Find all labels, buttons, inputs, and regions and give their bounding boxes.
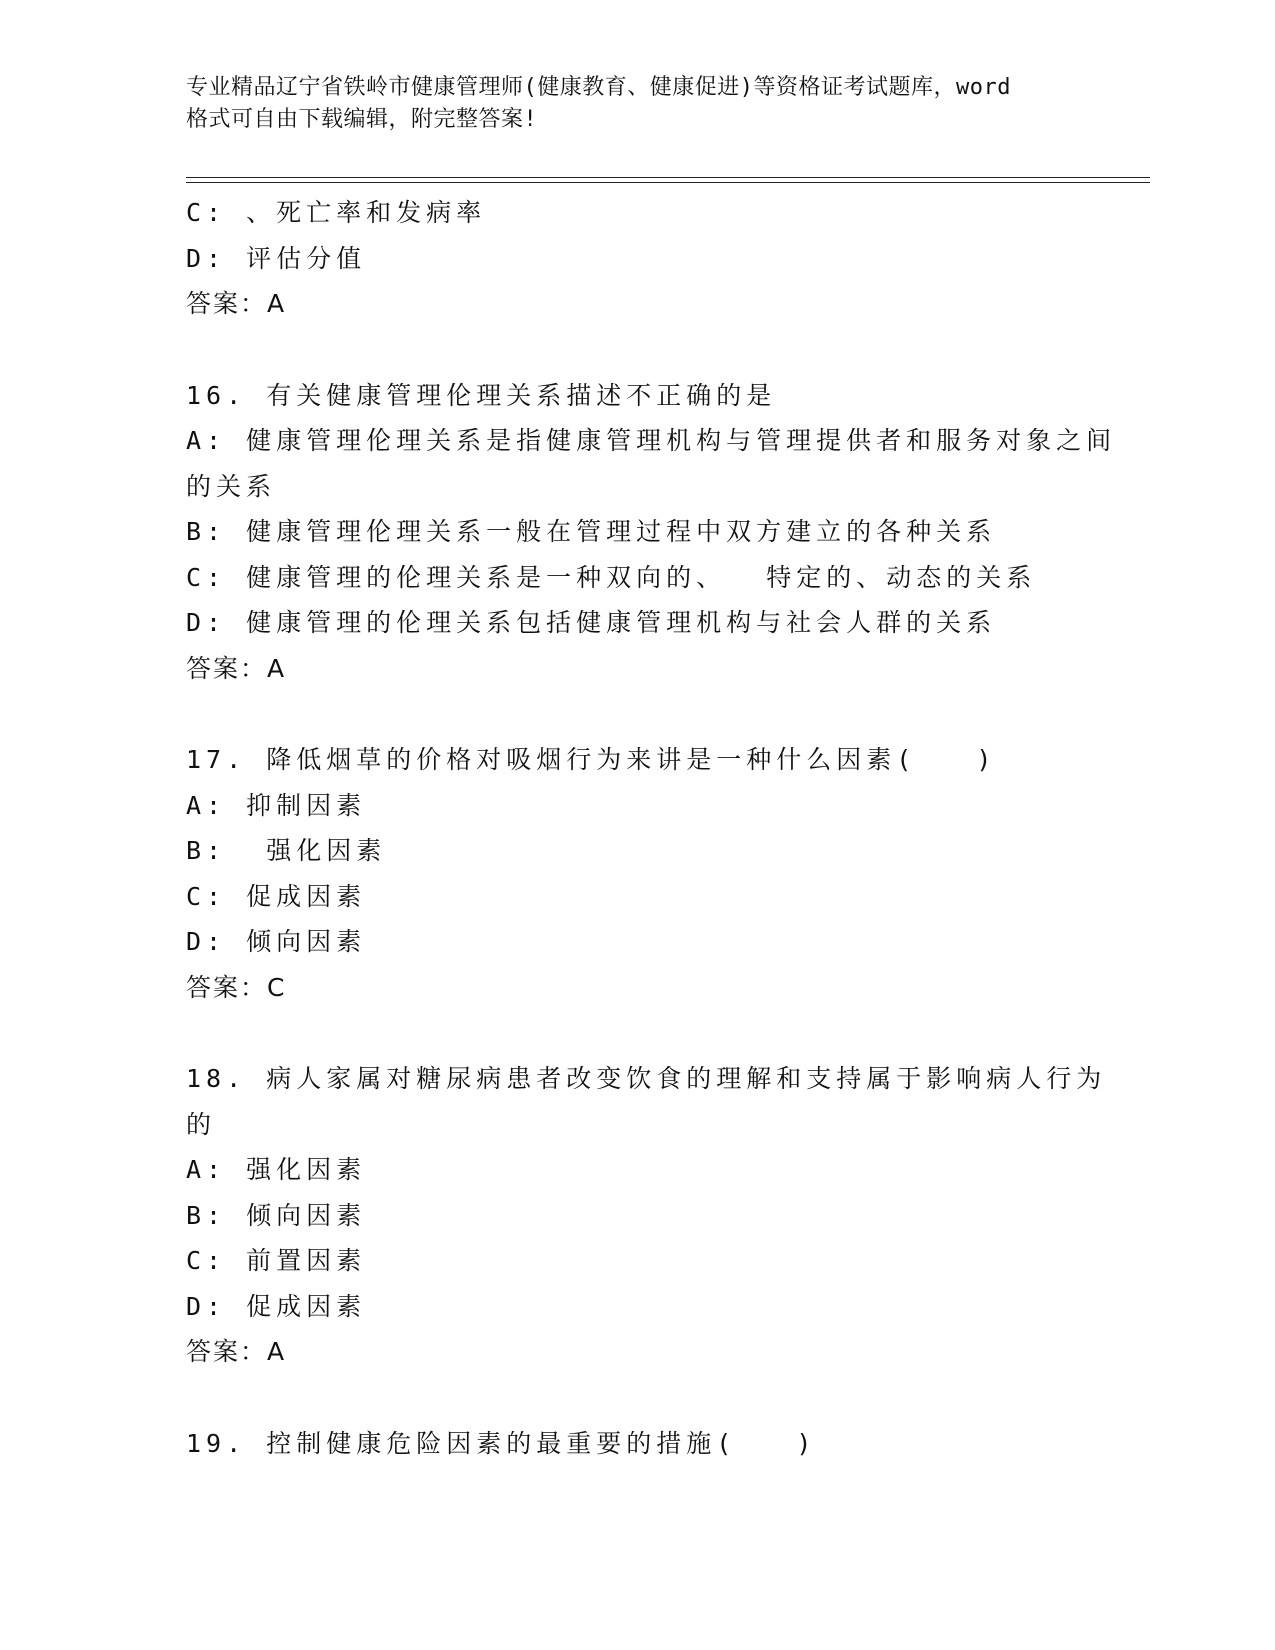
option-d: D: 促成因素: [186, 1291, 367, 1321]
option-a: A: 抑制因素: [186, 790, 367, 820]
option-b: B: 倾向因素: [186, 1200, 367, 1230]
question-stem-continued: 的: [186, 1109, 217, 1139]
header-divider-top: [186, 177, 1150, 178]
option-c: C: 健康管理的伦理关系是一种双向的、 特定的、动态的关系: [186, 562, 1037, 592]
question-stem: 19. 控制健康危险因素的最重要的措施( ): [186, 1428, 817, 1458]
spacer: [186, 1010, 1086, 1056]
option-d: D: 倾向因素: [186, 927, 367, 956]
option-a-continued: 的关系: [186, 471, 277, 501]
header-line-1: 专业精品辽宁省铁岭市健康管理师(健康教育、健康促进)等资格证考试题库，word: [186, 75, 1011, 100]
document-header: [186, 72, 1086, 136]
option-d: D: 健康管理的伦理关系包括健康管理机构与社会人群的关系: [186, 608, 997, 637]
question-stem: 18. 病人家属对糖尿病患者改变饮食的理解和支持属于影响病人行为: [186, 1064, 1107, 1093]
spacer: [186, 691, 1086, 737]
question-15-tail: [186, 190, 1086, 327]
option-b: B: 强化因素: [186, 836, 387, 865]
answer: 答案：A: [186, 1337, 287, 1366]
document-body: [186, 190, 1117, 1466]
question-18: [186, 1056, 1107, 1375]
question-stem: 17. 降低烟草的价格对吸烟行为来讲是一种什么因素( ): [186, 745, 997, 774]
option-c: C: 、死亡率和发病率: [186, 198, 487, 227]
option-a: A: 健康管理伦理关系是指健康管理机构与管理提供者和服务对象之间: [186, 426, 1117, 455]
option-c: C: 前置因素: [186, 1246, 367, 1275]
option-a: A: 强化因素: [186, 1155, 367, 1184]
question-stem: 16. 有关健康管理伦理关系描述不正确的是: [186, 380, 777, 410]
question-16: [186, 373, 1117, 692]
question-17: [186, 737, 1086, 1010]
option-d: D: 评估分值: [186, 243, 367, 273]
option-b: B: 健康管理伦理关系一般在管理过程中双方建立的各种关系: [186, 517, 997, 546]
header-divider-bottom: [186, 182, 1150, 183]
header-line-2: 格式可自由下载编辑，附完整答案!: [186, 107, 538, 132]
option-c: C: 促成因素: [186, 881, 367, 911]
spacer: [186, 1375, 1086, 1421]
answer: 答案：A: [186, 289, 287, 318]
spacer: [186, 327, 1086, 373]
answer: 答案：A: [186, 653, 287, 683]
answer: 答案：C: [186, 972, 287, 1002]
question-19: [186, 1421, 1086, 1467]
